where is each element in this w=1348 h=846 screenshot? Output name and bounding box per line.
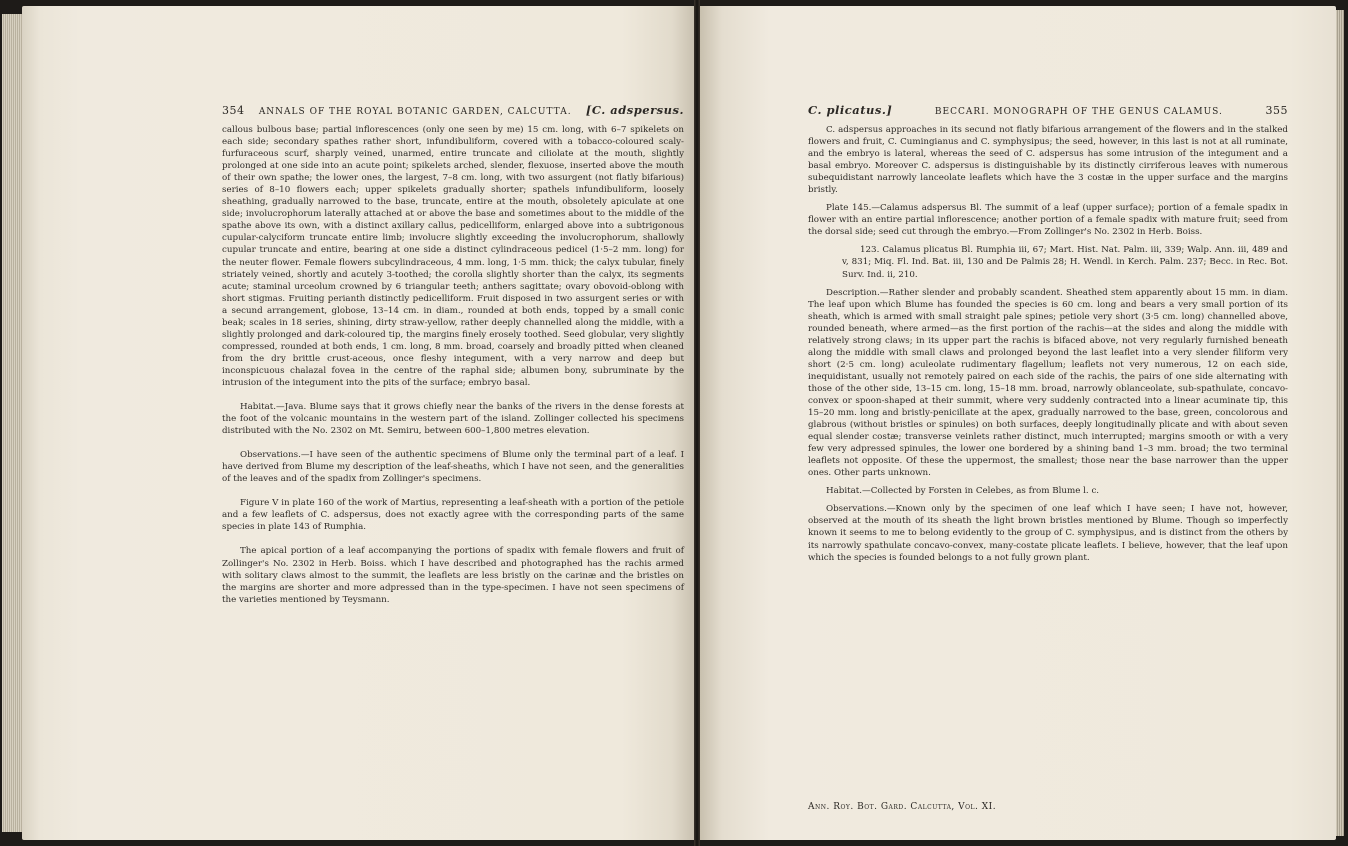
left-page-header — [222, 103, 684, 119]
right-header-species: C. plicatus.] — [808, 103, 893, 117]
right-running-head: BECCARI. MONOGRAPH OF THE GENUS CALAMUS. — [934, 107, 1223, 117]
plate-caption-paragraph: Plate 145.—Calamus adspersus Bl. The summit of a leaf (upper surface); portion of a female spadix in flower with an entire partial inflorescence; another portion of a female spadix with mature fruit; seed from the dorsal side; seed cut through the embryo.—From Zollinger's No. 2302 in Herb. Boiss. — [808, 203, 1288, 238]
page-edges-left — [2, 14, 22, 832]
left-page-body — [222, 124, 684, 612]
right-page-number: 355 — [1265, 104, 1288, 117]
right-page-body — [808, 124, 1288, 570]
right-page-header — [808, 103, 1288, 119]
observations-paragraph: Observations.—Known only by the specimen of one leaf which I have seen; I have not, however, observed at the mouth of its sheath the light brown bristles mentioned by Blume. Though so imperfectly known it seems to me to belong evidently to the group of C. symphysipus, and is distinct from the others by its narrowly spathulate concavo-convex, many-costate plicate leaflets. I believe, however, that the leaf upon which the species is founded belongs to a not fully grown plant. — [808, 504, 1288, 563]
habitat-paragraph: Habitat.—Java. Blume says that it grows chiefly near the banks of the rivers in the dense forests at the foot of the volcanic mountains in the western part of the island. Zollinger collected his specimens distributed with the No. 2302 on Mt. Semiru, between 600–1,800 metres elevation. — [222, 402, 684, 437]
species-entry-heading: 123. Calamus plicatus Bl. Rumphia iii, 67; Mart. Hist. Nat. Palm. iii, 339; Walp. Ann. iii, 489 and v, 831; Miq. Fl. Ind. Bat. iii, 130 and De Palmis 28; H. Wendl. in Kerch. Palm. 237; Becc. in Rec. Bot. Surv. Ind. ii, 210. — [842, 245, 1288, 280]
habitat-paragraph: Habitat.—Collected by Forsten in Celebes, as from Blume l. c. — [826, 486, 1100, 497]
right-page — [700, 6, 1336, 840]
left-page — [22, 6, 694, 840]
left-running-head: ANNALS OF THE ROYAL BOTANIC GARDEN, CALCUTTA. — [258, 107, 572, 117]
figure-note-paragraph: Figure V in plate 160 of the work of Martius, representing a leaf-sheath with a portion of the petiole and a few leaflets of C. adspersus, does not exactly agree with the corresponding parts of the same species in plate 143 of Rumphia. — [222, 498, 684, 533]
page-footer-citation: Ann. Roy. Bot. Gard. Calcutta, Vol. XI. — [808, 802, 997, 812]
observations-paragraph: Observations.—I have seen of the authentic specimens of Blume only the terminal part of a leaf. I have derived from Blume my description of the leaf-sheaths, which I have not seen, and the generalities of the leaves and of the spadix from Zollinger's specimens. — [222, 450, 684, 485]
left-page-number: 354 — [222, 104, 245, 117]
comparison-paragraph: C. adspersus approaches in its secund not flatly bifarious arrangement of the flowers and in the stalked flowers and fruit, C. Cumingianus and C. symphysipus; the seed, however, in this last is not at all ruminate, and the embryo is lateral, whereas the seed of C. adspersus has some intrusion of the integument and a basal embryo. Moreover C. adspersus is distinguishable by its distinctly cirriferous leaves with numerous subequidistant narrowly lanceolate leaflets which have the 3 costæ in the upper surface and the margins bristly. — [808, 125, 1288, 196]
page-edges-right — [1336, 10, 1344, 836]
description-paragraph: Description.—Rather slender and probably scandent. Sheathed stem apparently about 15 mm. in diam. The leaf upon which Blume has founded the species is 60 cm. long and bears a very small portion of its sheath, which is armed with small straight pale spines; petiole very short (3·5 cm. long) channelled above, rounded beneath, where armed—as the first portion of the rachis—at the sides and along the middle with relatively strong claws; in its upper part the rachis is bifaced above, not very regularly furnished beneath along the middle with small claws and prolonged beyond the last leaflet into a very slender filiform very short (2·5 cm. long) aculeolate rudimentary flagellum; leaflets not very numerous, 12 on each side, inequidistant, usually not remotely paired on each side of the rachis, the pairs of one side alternating with those of the other side, 13–15 cm. long, 15–18 mm. broad, narrowly oblanceolate, sub-spathulate, concavo-convex or spoon-shaped at their summit, where very suddenly contracted into a linear acuminate tip, this 15–20 mm. long and bristly-penicillate at the apex, gradually narrowed to the base, green, concolorous and glabrous (without bristles or spinules) on both surfaces, deeply longitudinally plicate and with about seven equal slender costæ; transverse veinlets rather distinct, much interrupted; margins smooth or with a very few very adpressed spinules, the lower one bordered by a shining band 1–3 mm. broad; the two terminal leaflets not opposite. Of these the uppermost, the smallest; those near the base narrower than the upper ones. Other parts unknown. — [808, 287, 1288, 479]
apical-portion-paragraph: The apical portion of a leaf accompanying the portions of spadix with female flowers and fruit of Zollinger's No. 2302 in Herb. Boiss. which I have described and photographed has the rachis armed with solitary claws almost to the summit, the leaflets are less bristly on the carinæ and the bristles on the margins are shorter and more adpressed than in the type-specimen. I have not seen specimens of the varieties mentioned by Teysmann. — [222, 546, 684, 605]
description-continued-paragraph: callous bulbous base; partial inflorescences (only one seen by me) 15 cm. long, with 6–7 spikelets on each side; secondary spathes rather short, infundibuliform, covered with a tobacco-coloured scaly-furfuraceous scurf, sharply veined, unarmed, entire truncate and ciliolate at the mouth, slightly prolonged at one side into an acute point; spikelets arched, slender, flexuose, inserted above the mouth of their own spathe; the lower ones, the largest, 7–8 cm. long, with two assurgent (not flatly bifarious) series of 8–10 flowers each; upper spikelets gradually shorter; spathels infundibuliform, loosely sheathing, gradually narrowed to the base, truncate, entire at the mouth, obsoletely apiculate at one side; involucrophorum laterally attached at or above the base and sometimes about to the middle of the spathe above its own, with a distinct axillary callus, pedicelliform, enlarged above into a subtrigonous cupular-calyciform truncate entire limb; involucre slightly exceeding the involucrophorum, shallowly cupular truncate and entire, bearing at one side a distinct cylindraceous pedicel (1·5–2 mm. long) for the neuter flower. Female flowers subcylindraceous, 4 mm. long, 1·5 mm. thick; the calyx tubular, finely striately veined, shortly and acutely 3-toothed; the corolla slightly shorter than the calyx, its segments acute; staminal urceolum crowned by 6 triangular teeth; anthers sagittate; ovary obovoid-oblong with short stigmas. Fruiting perianth distinctly pedicelliform. Fruit disposed in two assurgent series or with a secund arrangement, globose, 13–14 cm. in diam., rounded at both ends, topped by a small conic beak; scales in 18 series, shining, dirty straw-yellow, rather deeply channelled along the middle, with a slightly prolonged and dark-coloured tip, the margins finely erosely toothed. Seed globular, very slightly compressed, rounded at both ends, 1 cm. long, 8 mm. broad, coarsely and broadly pitted when cleaned from the dry brittle crust-aceous, once fleshy integument, with a very narrow and deep but inconspicuous chalazal fovea in the centre of the raphal side; albumen bony, subruminate by the intrusion of the integument into the pits of the surface; embryo basal. — [222, 125, 684, 388]
left-header-species: [C. adspersus. — [585, 103, 684, 117]
